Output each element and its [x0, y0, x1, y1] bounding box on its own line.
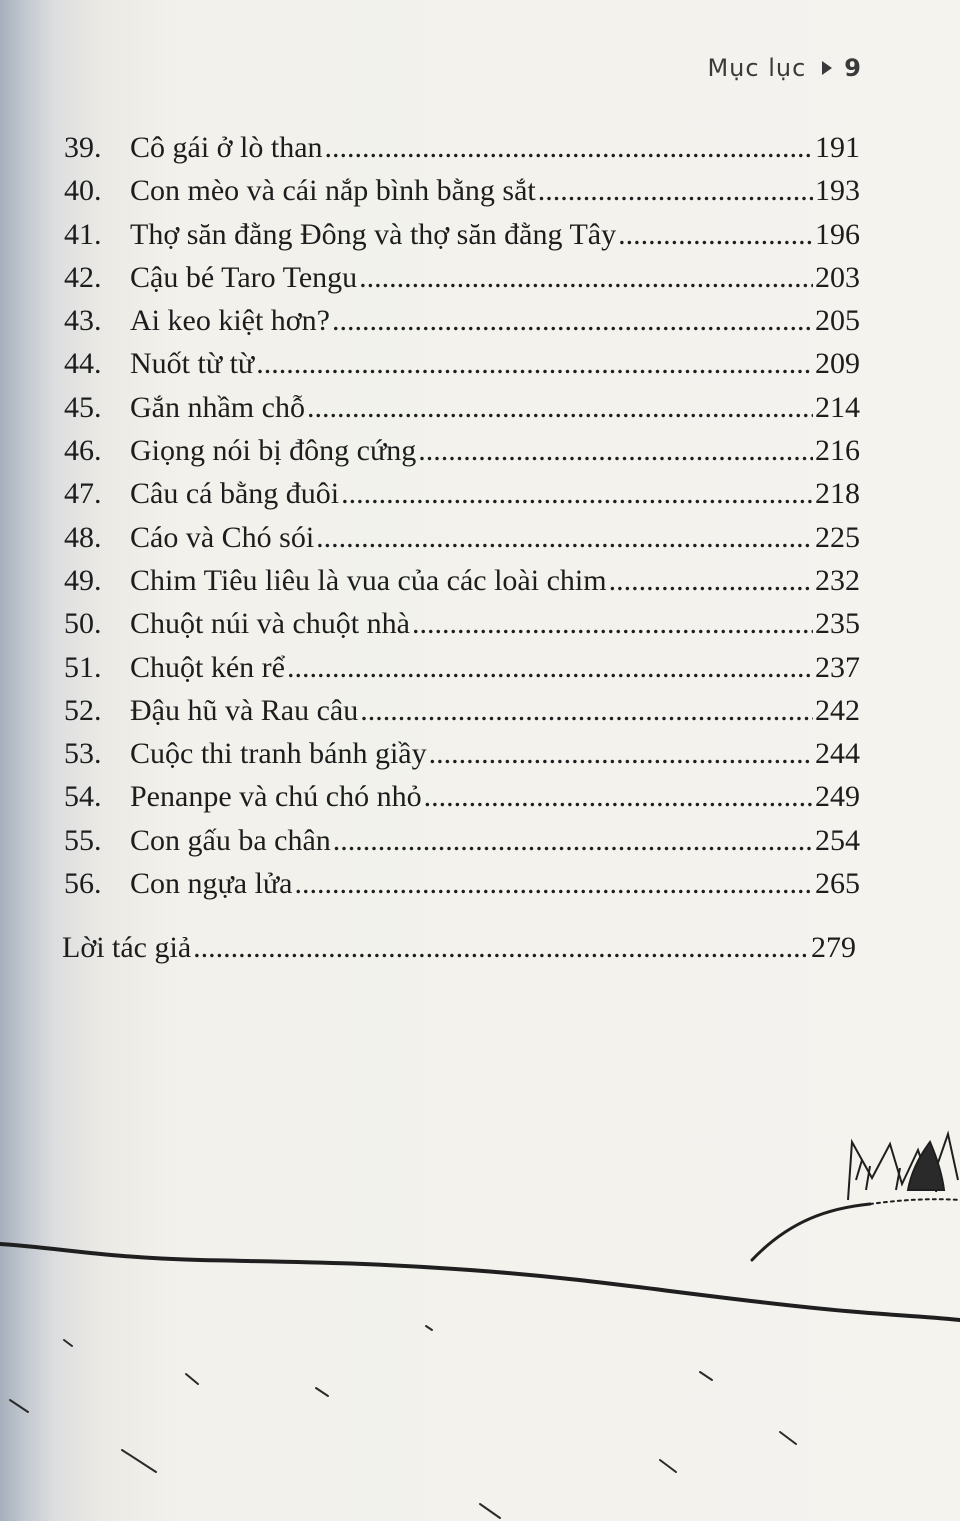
toc-number: 50. — [64, 607, 102, 641]
section-title: Mục lục — [707, 54, 807, 82]
toc-title: Gắn nhầm chỗ — [130, 390, 305, 424]
toc-title: Con ngựa lửa — [130, 867, 293, 901]
toc-number: 46. — [64, 434, 102, 468]
toc-row[interactable] — [64, 559, 860, 602]
toc-page-number: 237 — [815, 650, 860, 684]
toc-page-number: 235 — [815, 607, 860, 641]
toc-number: 43. — [64, 304, 102, 338]
toc-page-number: 225 — [815, 520, 860, 554]
toc-row[interactable] — [64, 819, 860, 862]
toc-title: Penanpe và chú chó nhỏ — [130, 780, 422, 814]
toc-number: 45. — [64, 390, 102, 424]
leader-dots — [287, 646, 813, 689]
toc-page-number: 205 — [815, 304, 860, 338]
toc-page-number: 209 — [815, 347, 860, 381]
toc-page-number: 193 — [815, 174, 860, 208]
landscape-illustration — [0, 1120, 960, 1521]
toc-title: Cô gái ở lò than — [130, 131, 323, 164]
toc-page-number: 191 — [815, 131, 860, 164]
leader-dots — [360, 689, 813, 732]
toc-title: Con mèo và cái nắp bình bằng sắt — [130, 174, 536, 208]
leader-dots — [332, 299, 813, 342]
toc-row[interactable] — [64, 386, 860, 429]
toc-title: Ai keo kiệt hơn? — [130, 304, 330, 338]
toc-title: Lời tác giả — [62, 931, 192, 964]
toc-title: Chim Tiêu liêu là vua của các loài chim — [130, 563, 607, 597]
toc-row[interactable] — [64, 646, 860, 689]
toc-page-number: 214 — [815, 390, 860, 424]
toc-row[interactable] — [64, 775, 860, 818]
toc-title: Đậu hũ và Rau câu — [130, 693, 359, 727]
toc-number: 55. — [64, 823, 102, 857]
toc-title: Thợ săn đằng Đông và thợ săn đằng Tây — [130, 217, 617, 251]
toc-title: Cuộc thi tranh bánh giầy — [130, 737, 427, 771]
toc-row[interactable] — [64, 472, 860, 515]
page-number: 9 — [844, 54, 862, 82]
leader-dots — [325, 126, 813, 169]
toc-number: 49. — [64, 563, 102, 597]
toc-page-number: 216 — [815, 434, 860, 468]
toc-title: Chuột núi và chuột nhà — [130, 607, 410, 641]
toc-page-number: 232 — [815, 563, 860, 597]
toc-number: 52. — [64, 693, 102, 727]
toc-number: 40. — [64, 174, 102, 208]
toc-row[interactable] — [64, 862, 860, 905]
toc-number: 48. — [64, 520, 102, 554]
toc-number: 53. — [64, 737, 102, 771]
leader-dots — [295, 862, 814, 905]
toc-page-number: 254 — [815, 823, 860, 857]
leader-dots — [359, 256, 813, 299]
toc-title: Nuốt từ từ — [130, 347, 255, 381]
toc-row[interactable] — [64, 256, 860, 299]
toc-page-number: 203 — [815, 260, 860, 294]
toc-row[interactable] — [64, 299, 860, 342]
toc-row[interactable] — [64, 602, 860, 645]
leader-dots — [618, 213, 813, 256]
toc-number: 42. — [64, 260, 102, 294]
toc-row[interactable] — [64, 342, 860, 385]
toc-row[interactable] — [64, 689, 860, 732]
toc-page-number: 249 — [815, 780, 860, 814]
toc-page-number: 196 — [815, 217, 860, 251]
leader-dots — [307, 386, 813, 429]
leader-dots — [424, 775, 813, 818]
toc-title: Cáo và Chó sói — [130, 520, 315, 554]
toc-number: 54. — [64, 780, 102, 814]
toc-page-number: 279 — [811, 931, 856, 964]
toc-number: 39. — [64, 131, 102, 164]
toc-number: 56. — [64, 867, 102, 901]
toc-title: Câu cá bằng đuôi — [130, 477, 340, 511]
leader-dots — [538, 169, 813, 212]
leader-dots — [333, 819, 813, 862]
leader-dots — [193, 926, 809, 969]
toc-page-number: 242 — [815, 693, 860, 727]
toc-number: 51. — [64, 650, 102, 684]
running-head — [707, 50, 862, 86]
leader-dots — [341, 472, 813, 515]
hill-outline — [0, 1199, 960, 1320]
toc-row[interactable] — [64, 169, 860, 212]
toc-page-number: 244 — [815, 737, 860, 771]
leader-dots — [412, 602, 813, 645]
toc-row[interactable] — [64, 213, 860, 256]
ground-strokes — [10, 1326, 796, 1518]
toc-row[interactable] — [64, 429, 860, 472]
toc-row[interactable] — [64, 516, 860, 559]
leader-dots — [609, 559, 813, 602]
toc-title: Con gấu ba chân — [130, 823, 331, 857]
toc-page-number: 218 — [815, 477, 860, 511]
toc-number: 41. — [64, 217, 102, 251]
leader-dots — [418, 429, 813, 472]
toc-title: Chuột kén rể — [130, 650, 285, 684]
toc-row[interactable] — [64, 126, 860, 169]
leader-dots — [429, 732, 813, 775]
triangle-right-icon — [822, 61, 832, 75]
toc-title: Cậu bé Taro Tengu — [130, 260, 358, 294]
toc-page-number: 265 — [815, 867, 860, 901]
toc-row-afterword[interactable] — [62, 926, 856, 969]
toc-row[interactable] — [64, 732, 860, 775]
toc-number: 44. — [64, 347, 102, 381]
toc-title: Giọng nói bị đông cứng — [130, 434, 417, 468]
leader-dots — [256, 342, 813, 385]
leader-dots — [316, 516, 813, 559]
table-of-contents — [64, 126, 860, 905]
toc-number: 47. — [64, 477, 102, 511]
grass-tuft — [848, 1134, 958, 1200]
